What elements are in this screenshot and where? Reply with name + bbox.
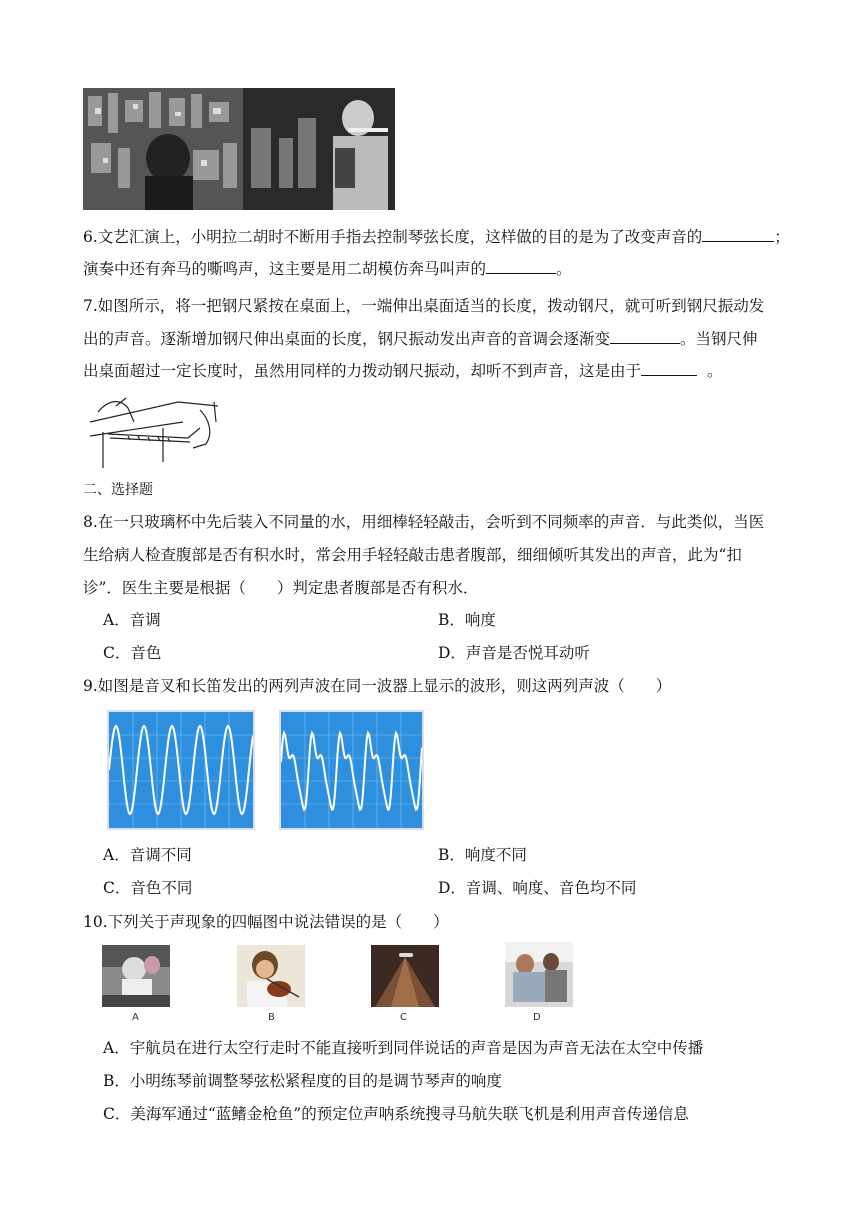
- q10-line1: 10.下列关于声现象的四幅图中说法错误的是（ ）: [83, 913, 449, 931]
- q10-label-b: B: [268, 1012, 275, 1023]
- q10-label-d: D: [533, 1012, 541, 1023]
- q7-line2: 出的声音。逐渐增加钢尺伸出桌面的长度，钢尺振动发出声音的音调会逐渐变 。当钢尺伸: [83, 330, 758, 348]
- q9-line1: 9.如图是音叉和长笛发出的两列声波在同一波器上显示的波形，则这两列声波（ ）: [83, 677, 672, 695]
- q7-blank-2[interactable]: [641, 360, 697, 376]
- q8-option-c[interactable]: C．音色: [103, 644, 162, 662]
- q10-option-b[interactable]: B．小明练琴前调整琴弦松紧程度的目的是调节琴声的响度: [103, 1072, 502, 1090]
- q8-option-a[interactable]: A．音调: [103, 611, 161, 629]
- q10-image-c: [371, 945, 439, 1007]
- oscilloscope-tuning-fork: [107, 710, 255, 830]
- section-2-header: 二、选择题: [83, 482, 153, 498]
- q9-option-b[interactable]: B．响度不同: [438, 846, 527, 864]
- q8-line3: 诊”．医生主要是根据（ ）判定患者腹部是否有积水．: [83, 579, 479, 597]
- q9-option-c[interactable]: C．音色不同: [103, 879, 193, 897]
- ruler-on-desk-figure: [88, 392, 220, 470]
- performance-photo: [83, 88, 395, 210]
- q8-line1: 8.在一只玻璃杯中先后装入不同量的水，用细棒轻轻敲击，会听到不同频率的声音．与此类似，当医: [83, 513, 765, 531]
- q7-blank-1[interactable]: [610, 328, 680, 344]
- q6-blank-2[interactable]: [486, 258, 556, 274]
- q10-label-c: C: [400, 1012, 407, 1023]
- q7-line1: 7.如图所示，将一把钢尺紧按在桌面上，一端伸出桌面适当的长度，拨动钢尺，就可听到钢尺振动发: [83, 297, 765, 315]
- q9-option-d[interactable]: D．音调、响度、音色均不同: [438, 879, 637, 897]
- oscilloscope-flute: [279, 710, 424, 830]
- q10-image-d: [505, 942, 573, 1007]
- q8-option-d[interactable]: D．声音是否悦耳动听: [438, 644, 590, 662]
- q8-line2: 生给病人检查腹部是否有积水时，常会用手轻轻敲击患者腹部，细细倾听其发出的声音，此为“扣: [83, 546, 742, 564]
- q9-option-a[interactable]: A．音调不同: [103, 846, 192, 864]
- q10-image-a: [102, 945, 170, 1007]
- q10-option-c[interactable]: C．美海军通过“蓝鳍金枪鱼”的预定位声呐系统搜寻马航失联飞机是利用声音传递信息: [103, 1105, 689, 1123]
- q10-option-a[interactable]: A．宇航员在进行太空行走时不能直接听到同伴说话的声音是因为声音无法在太空中传播: [103, 1039, 704, 1057]
- q7-line3: 出桌面超过一定长度时，虽然用同样的力拨动钢尺振动，却听不到声音，这是由于 。: [83, 362, 723, 380]
- q6-line2: 演奏中还有奔马的嘶鸣声，这主要是用二胡模仿奔马叫声的 。: [83, 260, 572, 278]
- q6-blank-1[interactable]: [702, 226, 774, 242]
- q10-image-b: [237, 945, 305, 1007]
- q10-label-a: A: [132, 1012, 139, 1023]
- q6-line1: 6.文艺汇演上，小明拉二胡时不断用手指去控制琴弦长度，这样做的目的是为了改变声音的 ；: [83, 228, 790, 246]
- q8-option-b[interactable]: B．响度: [438, 611, 496, 629]
